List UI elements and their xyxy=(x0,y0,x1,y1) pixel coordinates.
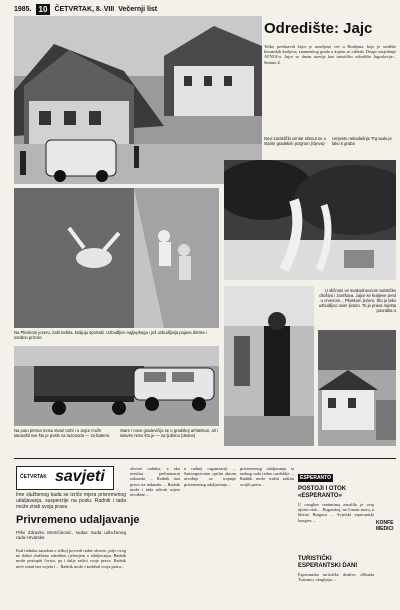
top-article-box xyxy=(264,16,396,136)
caption-swimmers: Na Plivskom jezeru, zašt torbila, kraljuju sportaši. Uzbuđljivo najljepšega i još uzbudljivija pojava dimise i osobno prizore xyxy=(14,330,207,340)
savjeti-column-3: u radnoj organizaciji ... Samoupravnim općim aktom utvrđuje se trajanje privremenog udaljavanja ... xyxy=(184,466,236,487)
top-article-title: Odredište: Jajc xyxy=(264,20,373,37)
photo-town-houses xyxy=(318,330,396,446)
photo-street-walkers xyxy=(224,286,314,446)
photo-waterfall xyxy=(224,160,396,280)
photo-swimmers xyxy=(14,188,219,328)
caption-old-town-left: Novi zaraslički centar stisnut se u starim gradskim jezgrom (Ojeva) xyxy=(264,136,326,146)
caption-boat-trailer: Na putu prema mosu stvari torbi i u Jajce može takorašti sve što je posle za razonodu — za baterni. xyxy=(14,428,111,438)
savjeti-headline: Privremeno udaljavanje xyxy=(16,514,140,526)
esperanto-text-2: Esperantsko turističko društvo «Monda Turismo» okupljaju ... xyxy=(298,572,374,583)
caption-right-column: U sličnom ve svakodnevnom turističko društvo i završava. Jajce se kraljeve pred u crvenom... Plivskom jezeru. Što je lako uzbudljivo ovim ljetom. To je prava mjesta povratka u xyxy=(318,288,396,313)
header-publication: Večernji list xyxy=(118,5,158,13)
edge-article-title: KONFE MEDICI xyxy=(376,520,394,532)
savjeti-column-1: Kad radnika zaradom o teškoj povredi radne obveze, prije ovog ne dobiti službeno određene rješenjem o udaljavanju. Radnik može postupiti čvrsto, pa i dalje zaštiti svoje prava. Radnik neće ostati bez uvjeta i ... Radnik može i zadržati svoja prava... xyxy=(16,548,126,569)
savjeti-byline: Piše Zdravko Momčinović, sudac Suda udruženog rada Hrvatske xyxy=(16,530,126,541)
savjeti-day-label: ČETVRTAK xyxy=(20,474,47,480)
savjeti-title: savjeti xyxy=(55,468,105,485)
savjeti-kicker: Ime službenog kada se izriče mjera privremenog udaljavanja, suspenzije na poslu. Radnik i tada može znati svoja prava xyxy=(16,492,126,510)
savjeti-column-2: obveze radnika, a ako rezultat preliminarni zakonski ... Radnik ima pravo na naknadu ... Radnik može i tada uživati mjere utvrđene ... xyxy=(130,466,180,498)
header-year: 1985. xyxy=(14,5,32,13)
top-article-text: Teško predstaviti Jajce je naseljeno već u Rimljana, koje je središte bosanskih kraljeva, znamenitog grada u kojem se održalo Drugo zasjedanje AVNOJ-a. Jajce se danas razvija kao turističko odredište Jugoslavije... Snimio Z. xyxy=(264,44,396,65)
esperanto-sidebar xyxy=(298,466,374,604)
esperanto-text-1: U onoglim sentimima zaručila je ovaj njezin otok ... Bugarskoj, na Crnom moru, u blizini Burgasa ... Svjetski esperantski kongres ... xyxy=(298,502,374,523)
page-header xyxy=(14,2,400,16)
esperanto-title-1: POSTOJI I OTOK «ESPERANTO» xyxy=(298,486,347,499)
esperanto-label: ESPERANTO xyxy=(300,475,332,481)
section-divider xyxy=(14,458,396,459)
caption-old-town-right: Umjesto nekadašnje Trg sada je lako ti graba xyxy=(332,136,392,146)
savjeti-badge xyxy=(16,466,114,490)
photo-old-town xyxy=(14,16,262,184)
savjeti-column-4: privremenog udaljavanja iz radnog rada radno razdoblje ... Radnik može tražiti zaštitu svojih prava ... xyxy=(240,466,294,487)
caption-architecture: Stare i nove gradevičija se u gradskoj arhitekturi, ali i sasvim nimo što je — za ljubima (desne) xyxy=(120,428,218,438)
page-number: 10 xyxy=(36,4,51,15)
photo-boat-trailer xyxy=(14,346,219,426)
esperanto-title-2: TURISTIČKI ESPERANTSKI DANI xyxy=(298,556,358,569)
header-date: ČETVRTAK, 8. VIII xyxy=(54,5,115,13)
